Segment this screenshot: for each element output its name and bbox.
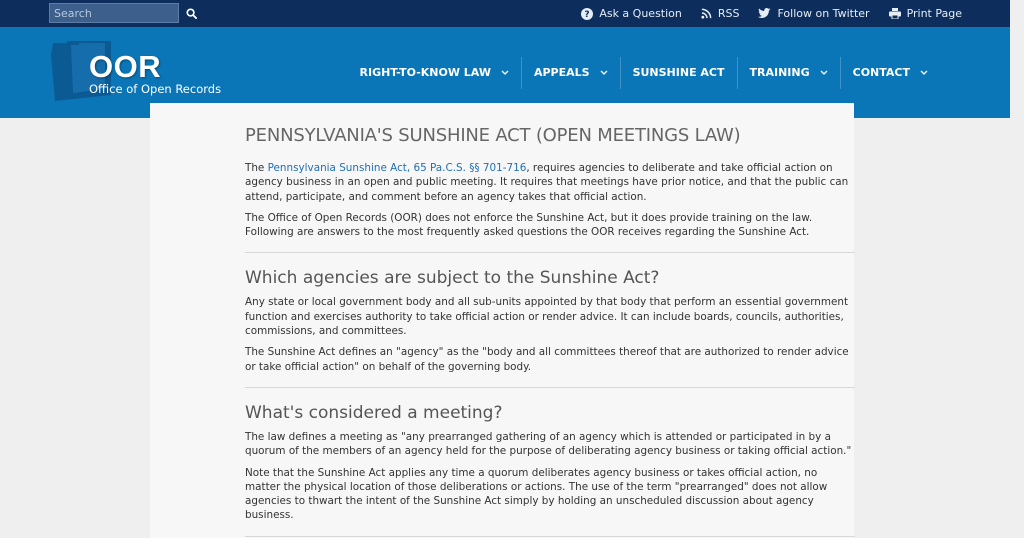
- section-divider: [245, 387, 855, 388]
- section-divider: [245, 252, 855, 253]
- nav-appeals[interactable]: [521, 57, 620, 89]
- nav-label: CONTACT: [852, 66, 910, 79]
- nav-label: SUNSHINE ACT: [632, 66, 725, 79]
- chevron-down-icon: [820, 70, 828, 75]
- logo-title: OOR: [89, 49, 162, 84]
- page-title: PENNSYLVANIA'S SUNSHINE ACT (OPEN MEETINGS LAW): [245, 125, 741, 146]
- print-page-link[interactable]: [889, 7, 962, 20]
- nav-label: APPEALS: [533, 66, 590, 79]
- nav-right-to-know-law[interactable]: [348, 57, 521, 89]
- svg-text:?: ?: [584, 9, 590, 20]
- intro-paragraph-2: The Office of Open Records (OOR) does not enforce the Sunshine Act, but it does provide training on the law. Following are answers to the most frequently asked questions the OOR receives regarding the Sunshine Act.: [245, 211, 813, 239]
- nav-label: TRAINING: [749, 66, 810, 79]
- chevron-down-icon: [501, 70, 509, 75]
- main-content: [245, 118, 855, 537]
- nav-training[interactable]: [737, 57, 840, 89]
- section-heading-meeting: What's considered a meeting?: [245, 402, 503, 423]
- search-input[interactable]: [49, 3, 179, 23]
- print-page-label: Print Page: [906, 7, 962, 20]
- chevron-down-icon: [920, 70, 928, 75]
- follow-twitter-link[interactable]: [758, 7, 869, 20]
- intro-pre: The: [245, 162, 268, 174]
- meeting-paragraph-2: Note that the Sunshine Act applies any time a quorum deliberates agency business or takes official action, no matter the physical location of those deliberations or actions. The use of the term "prearranged" does not allow agencies to thwart the intent of the Sunshine Act simply by holding an unscheduled discussion about agency business.: [245, 466, 828, 522]
- search-icon: [186, 8, 197, 19]
- section-heading-agencies: Which agencies are subject to the Sunshine Act?: [245, 268, 660, 289]
- intro-paragraph: [245, 161, 855, 204]
- rss-label: RSS: [717, 7, 740, 20]
- site-logo[interactable]: [49, 41, 222, 105]
- follow-twitter-label: Follow on Twitter: [777, 7, 870, 20]
- chevron-down-icon: [600, 70, 608, 75]
- utility-links: [581, 0, 962, 27]
- nav-sunshine-act[interactable]: [620, 57, 737, 89]
- print-icon: [889, 8, 901, 19]
- twitter-icon: [758, 8, 771, 19]
- nav-contact[interactable]: [840, 57, 940, 89]
- section-divider: [245, 536, 855, 537]
- agencies-paragraph-2: The Sunshine Act defines an "agency" as the "body and all committees thereof that are authorized to render advice or take official action" on behalf of the governing body.: [245, 346, 849, 373]
- agencies-paragraph-1: Any state or local government body and all sub-units appointed by that body that perform an essential government function and exercises authority to take official action or render advice. It can include boards, councils, authorities, commissions, and committees.: [245, 296, 849, 338]
- ask-question-label: Ask a Question: [599, 7, 682, 20]
- rss-link[interactable]: [701, 7, 740, 20]
- question-icon: [581, 8, 593, 20]
- utility-bar: [0, 0, 1010, 27]
- intro-post: , requires agencies to deliberate and take official action on agency business in an open and public meeting. It requires that meetings have prior notice, and that the public can attend, participate, and comment before an agency takes that official action.: [245, 162, 849, 203]
- nav-label: RIGHT-TO-KNOW LAW: [359, 66, 491, 79]
- search-button[interactable]: [181, 3, 201, 23]
- logo-subtitle: Office of Open Records: [89, 82, 222, 96]
- search-form: [49, 3, 201, 23]
- rss-icon: [701, 8, 712, 19]
- sunshine-act-link[interactable]: Pennsylvania Sunshine Act, 65 Pa.C.S. §§ 701-716: [267, 162, 527, 174]
- ask-question-link[interactable]: [581, 7, 682, 20]
- meeting-paragraph-1: The law defines a meeting as "any prearranged gathering of an agency which is attended or participated in by a quorum of the members of an agency held for the purpose of deliberating agency business or taking official action.": [245, 430, 852, 458]
